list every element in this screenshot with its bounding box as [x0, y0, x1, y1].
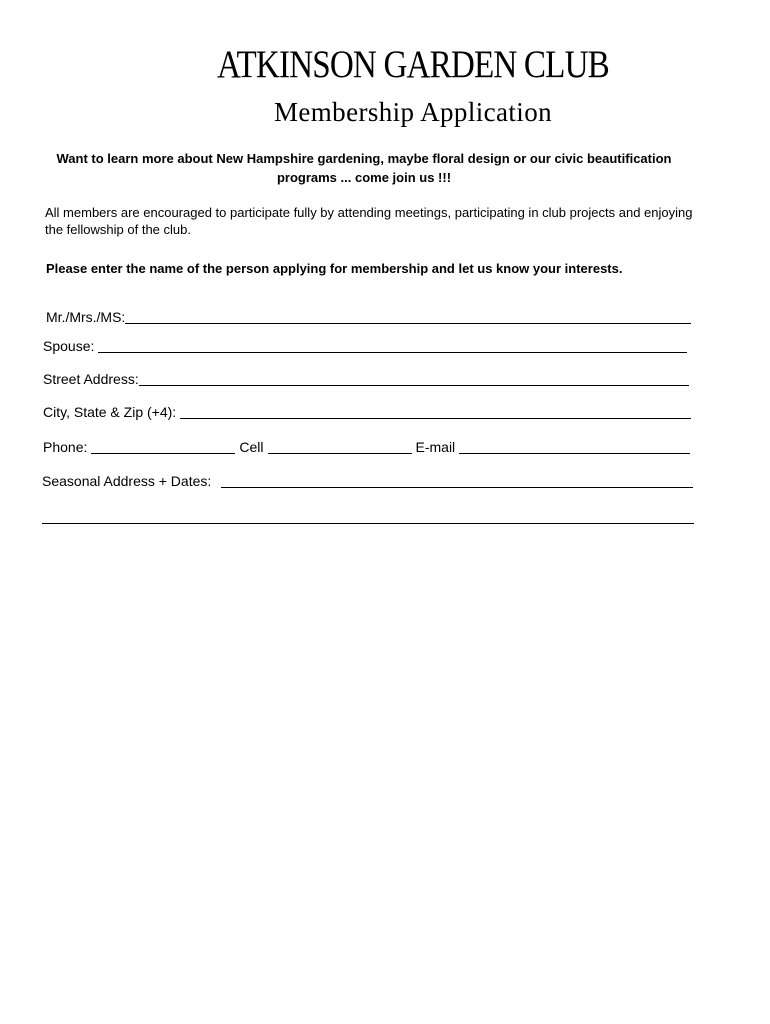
street-field-row	[43, 371, 689, 388]
spouse-label: Spouse:	[43, 338, 95, 354]
form-subtitle: Membership Application	[273, 97, 552, 127]
phone-field-row	[43, 439, 690, 456]
spouse-input-line[interactable]	[98, 338, 687, 353]
spouse-field-row	[43, 338, 687, 355]
seasonal-continuation-input-line[interactable]	[42, 509, 694, 524]
seasonal-continuation-row	[42, 509, 694, 526]
intro-text: Want to learn more about New Hampshire gardening, maybe floral design or our civic beautification programs ... come join us !!!	[56, 151, 672, 185]
seasonal-address-label: Seasonal Address + Dates:	[42, 473, 212, 489]
name-label: Mr./Mrs./MS:	[46, 309, 126, 325]
email-label: E-mail	[415, 439, 456, 455]
seasonal-field-row	[42, 473, 693, 490]
club-title: ATKINSON GARDEN CLUB	[217, 43, 609, 86]
email-input-line[interactable]	[459, 439, 690, 454]
instruction-text: Please enter the name of the person applying for membership and let us know your interests.	[46, 261, 623, 276]
city-field-row	[43, 404, 691, 421]
participation-paragraph: All members are encouraged to participate fully by attending meetings, participating in club projects and enjoying the fellowship of the club.	[45, 205, 693, 237]
cell-input-line[interactable]	[268, 439, 412, 454]
name-input-line[interactable]	[125, 309, 691, 324]
phone-input-line[interactable]	[91, 439, 235, 454]
city-state-zip-input-line[interactable]	[180, 404, 691, 419]
street-label: Street Address:	[43, 371, 139, 387]
cell-label: Cell	[239, 439, 264, 455]
name-field-row	[46, 309, 691, 326]
phone-label: Phone:	[43, 439, 88, 455]
seasonal-address-input-line[interactable]	[221, 473, 693, 488]
street-input-line[interactable]	[139, 371, 689, 386]
city-state-zip-label: City, State & Zip (+4):	[43, 404, 177, 420]
